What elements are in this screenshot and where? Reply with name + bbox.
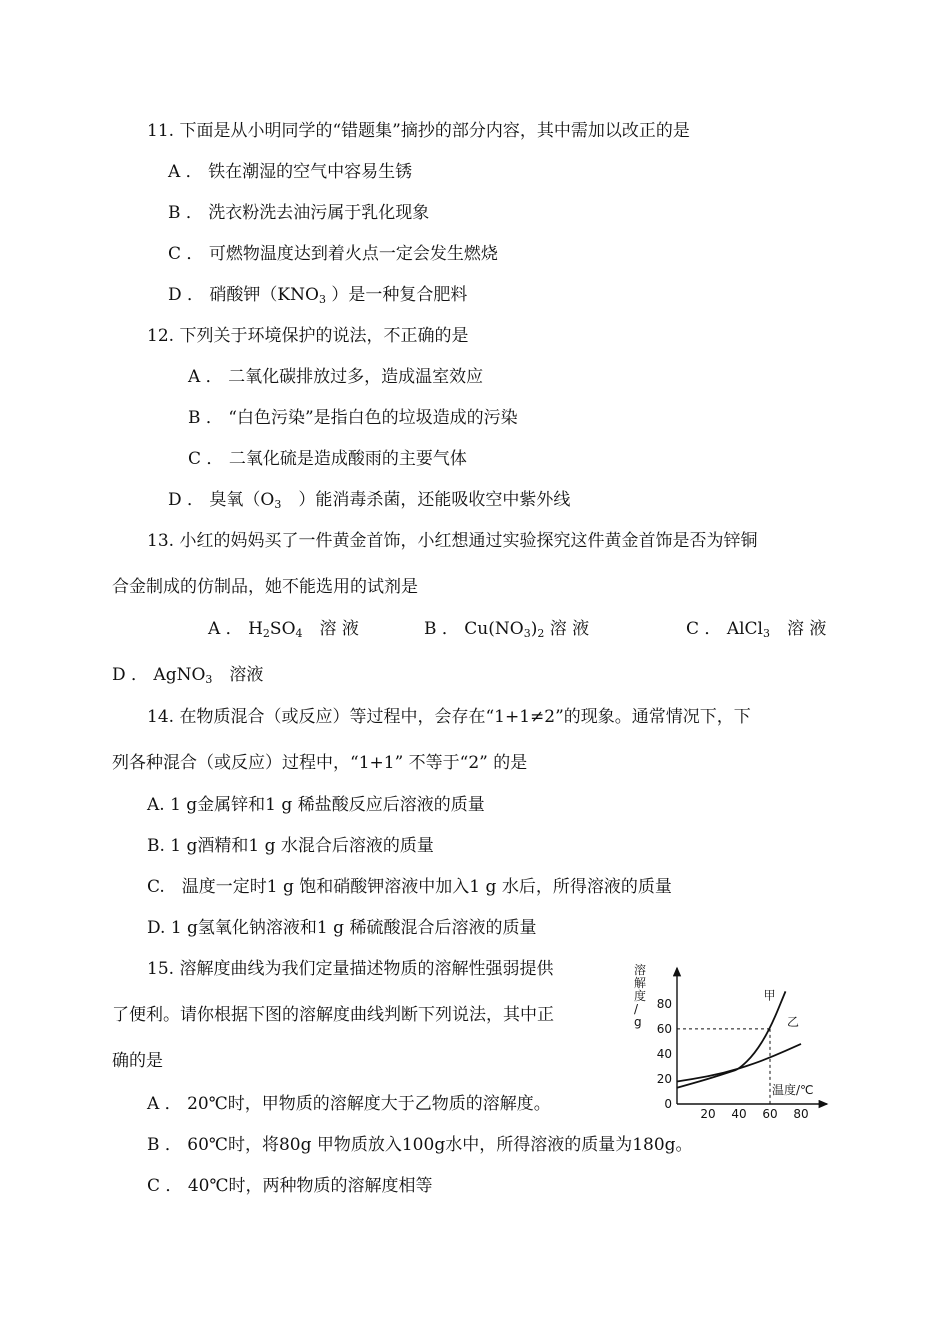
y-tick-label: 20 xyxy=(656,1071,672,1086)
q11-option-b: B ． 洗衣粉洗去油污属于乳化现象 xyxy=(168,203,430,223)
solubility-chart xyxy=(632,962,832,1122)
y-tick-label: 80 xyxy=(656,996,672,1011)
series-line-yi xyxy=(677,1044,801,1082)
q13-stem-line2: 合金制成的仿制品，她不能选用的试剂是 xyxy=(112,577,418,597)
dashed-guides xyxy=(677,1029,770,1104)
x-tick-label: 20 xyxy=(700,1107,716,1121)
y-label-char: 度 xyxy=(634,989,647,1003)
y-label-char: / xyxy=(634,1002,639,1016)
q13-stem-line1: 13. 小红的妈妈买了一件黄金首饰，小红想通过实验探究这件黄金首饰是否为锌铜 xyxy=(147,531,758,551)
y-label-char: 溶 xyxy=(634,963,647,977)
q11-stem: 11. 下面是从小明同学的“错题集”摘抄的部分内容，其中需加以改正的是 xyxy=(147,121,690,141)
q14-option-b: B. 1 g酒精和1 g 水混合后溶液的质量 xyxy=(147,836,434,856)
q14-option-a: A. 1 g金属锌和1 g 稀盐酸反应后溶液的质量 xyxy=(147,795,485,815)
q11-option-a: A ． 铁在潮湿的空气中容易生锈 xyxy=(168,162,413,182)
series-lines xyxy=(677,988,801,1087)
x-tick-label: 40 xyxy=(731,1107,747,1121)
q13-option-d: D ． AgNO$_3$ 溶液 xyxy=(112,665,264,686)
x-tick-label: 80 xyxy=(793,1107,809,1121)
y-label-char: g xyxy=(634,1015,642,1029)
series-label: 乙 xyxy=(787,1014,800,1029)
q14-option-c: C. 温度一定时1 g 饱和硝酸钾溶液中加入1 g 水后，所得溶液的质量 xyxy=(147,877,672,897)
q12-option-b: B ． “白色污染”是指白色的垃圾造成的污染 xyxy=(188,408,518,428)
q12-option-c: C ． 二氧化硫是造成酸雨的主要气体 xyxy=(188,449,467,469)
y-tick-label: 60 xyxy=(656,1021,672,1036)
q13-option-b: B ． $Cu(NO_3)_2$ 溶 液 xyxy=(424,619,590,640)
y-label-char: 解 xyxy=(634,976,647,990)
series-label: 甲 xyxy=(763,988,776,1003)
q14-option-d: D. 1 g氢氧化钠溶液和1 g 稀硫酸混合后溶液的质量 xyxy=(147,918,537,938)
q12-option-d: D ． 臭氧（$O_3$ ）能消毒杀菌，还能吸收空中紫外线 xyxy=(168,490,571,511)
q13-option-c: C ． AlCl$_3$ 溶 液 xyxy=(686,619,827,640)
q14-stem-line1: 14. 在物质混合（或反应）等过程中，会存在“1+1≠2”的现象。通常情况下，下 xyxy=(147,707,751,727)
q11-option-c: C ． 可燃物温度达到着火点一定会发生燃烧 xyxy=(168,244,498,264)
y-tick-labels xyxy=(657,997,672,1111)
series-line-jia xyxy=(677,991,786,1087)
q12-stem: 12. 下列关于环境保护的说法，不正确的是 xyxy=(147,326,469,346)
x-tick-label: 60 xyxy=(762,1107,778,1121)
q12-option-a: A ． 二氧化碳排放过多，造成温室效应 xyxy=(188,367,484,387)
q15-option-a: A ． 20℃时，甲物质的溶解度大于乙物质的溶解度。 xyxy=(147,1094,551,1114)
q11-option-d: D ． 硝酸钾（$KNO_3$ ）是一种复合肥料 xyxy=(168,285,468,306)
q15-option-c: C ． 40℃时，两种物质的溶解度相等 xyxy=(147,1176,433,1196)
q14-stem-line2: 列各种混合（或反应）过程中，“1+1” 不等于“2” 的是 xyxy=(112,753,528,773)
q15-option-b: B ． 60℃时，将80g 甲物质放入100g水中，所得溶液的质量为180g。 xyxy=(147,1135,693,1155)
q15-stem-line2: 了便利。请你根据下图的溶解度曲线判断下列说法，其中正 xyxy=(112,1005,554,1025)
q13-option-a: A ． $H_2SO_4$ 溶 液 xyxy=(208,619,359,640)
y-tick-label: 40 xyxy=(656,1046,672,1061)
y-tick-label: 0 xyxy=(664,1097,672,1111)
x-tick-labels xyxy=(700,1107,808,1121)
q15-stem-line3: 确的是 xyxy=(112,1051,163,1071)
q15-stem-line1: 15. 溶解度曲线为我们定量描述物质的溶解性强弱提供 xyxy=(147,959,554,979)
y-axis-label xyxy=(634,962,646,1029)
x-axis-label: 温度/℃ xyxy=(772,1083,814,1097)
